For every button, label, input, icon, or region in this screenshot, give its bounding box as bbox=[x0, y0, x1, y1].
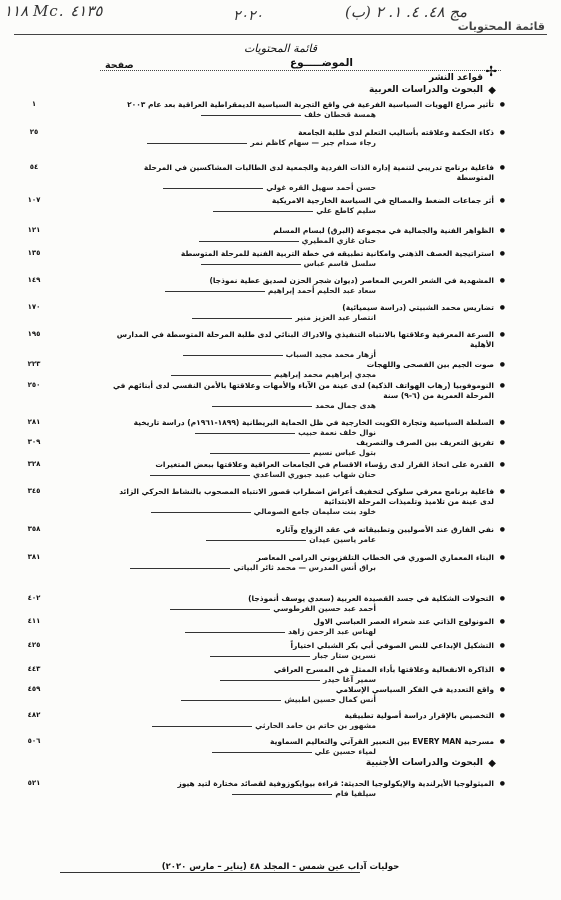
entry-author: بتول عباس نسيم bbox=[110, 448, 496, 458]
toc-entry bbox=[27, 360, 496, 380]
toc-entry bbox=[27, 737, 496, 757]
header-rule bbox=[14, 34, 547, 35]
toc-entry bbox=[27, 196, 496, 216]
entry-title: ● فاعلية برنامج تدريبي لتنمية إدارة الذات الفردية والجمعية لدى الطالبات المشاكسين في المرحلة المتوسطة bbox=[110, 163, 496, 183]
entry-title: ● نفي الفارق عند الأصوليين وتطبيقاته في عقد الزواج وآثاره bbox=[110, 525, 496, 535]
entry-page-number: ٤٢٥ bbox=[27, 641, 41, 649]
entry-author: حسن أحمد سهيل القره غولي bbox=[110, 183, 496, 193]
column-topic-header: الموضـــــوع bbox=[290, 57, 354, 69]
entry-author: سمير آغا حيدر bbox=[110, 675, 496, 685]
entry-page-number: ٥٢١ bbox=[27, 779, 41, 787]
entry-author: هدى جمال محمد bbox=[110, 401, 496, 411]
toc-entry bbox=[31, 100, 496, 120]
entry-author: مجدي إبراهيم محمد إبراهيم bbox=[110, 370, 496, 380]
entry-author: خلود بنت سليمان جامع الصومالي bbox=[110, 507, 496, 517]
entry-page-number: ٤٨٢ bbox=[27, 711, 41, 719]
entry-title: ● المشهدية في الشعر العربي المعاصر (ديوان شجر الحزن لصديق عطية نموذجا) bbox=[110, 276, 496, 286]
handwritten-note-left: ١١٨ Mc. ٤١٣٥ bbox=[4, 2, 103, 20]
entry-title: ● الميثولوجيا الأيرلندية والإيكولوجيا الحديثة: قراءة بيوايكوزوفية لقصائد مختارة لتيد هيوز bbox=[110, 779, 496, 789]
toc-entry bbox=[29, 163, 496, 193]
toc-entry bbox=[27, 418, 496, 438]
entry-author: لهناس عبد الرحمن زاهد bbox=[110, 627, 496, 637]
handwritten-note-mid: ٢٠٢٠ bbox=[233, 8, 264, 24]
column-page-header: صفحة bbox=[105, 60, 134, 71]
footer-rule bbox=[60, 872, 360, 873]
entry-author: أزهار محمد مجيد السباب bbox=[110, 350, 496, 360]
entry-author: مشهور بن حاتم بن حامد الحارثي bbox=[110, 721, 496, 731]
entry-title: ● صوت الجيم بين الفصحى واللهجات bbox=[110, 360, 496, 370]
entry-author: نسرين ستار جبار bbox=[110, 651, 496, 661]
toc-entry bbox=[27, 226, 496, 246]
entry-author: سلسل قاسم عباس bbox=[110, 259, 496, 269]
entry-author: حنان غازي المطيري bbox=[110, 236, 496, 246]
entry-title: ● واقع التعددية في الفكر السياسي الإسلامي bbox=[110, 685, 496, 695]
entry-title: ● الذاكرة الانفعالية وعلاقتها بأداء الممثل في المسرح العراقي bbox=[110, 665, 496, 675]
entry-title: ● النوموفوبيا (رهاب الهواتف الذكية) لدى عينة من الآباء والأمهات وعلاقتها بالأمن النفسي لدى أبنائهم في المرحلة العمرية من (٦-٩) سنة bbox=[110, 381, 496, 401]
entry-title: ● أثر جماعات الضغط والمصالح في السياسة الخارجية الامريكية bbox=[110, 196, 496, 206]
entry-page-number: ٥٠٦ bbox=[27, 737, 41, 745]
entry-page-number: ٢٥٠ bbox=[27, 381, 41, 389]
entry-title: ● التشكيل الإبداعي للنص الصوفي أبي بكر الشبلي اختياراً bbox=[110, 641, 496, 651]
entry-page-number: ١ bbox=[31, 100, 37, 108]
entry-author: لمياء حسين علي bbox=[110, 747, 496, 757]
toc-title: قائمة المحتويات bbox=[243, 42, 318, 55]
entry-title: ● السلطة السياسية وتجارة الكويت الخارجية في ظل الحماية البريطانية (١٨٩٩-١٩٦١م) دراسة تاريخية bbox=[110, 418, 496, 428]
header-title: قائمة المحتويات bbox=[457, 20, 545, 33]
entry-title: ● التحولات الشكلية في جسد القصيدة العربية (سعدي يوسف أنموذجا) bbox=[110, 594, 496, 604]
toc-entry bbox=[27, 685, 496, 705]
entry-title: ● الظواهر الفنية والجمالية في مجموعة (البرق) لبسام المسلم bbox=[110, 226, 496, 236]
entry-title: ● المونولوج الذاتي عند شعراء العصر العباسي الاول bbox=[110, 617, 496, 627]
toc-entry bbox=[27, 460, 496, 480]
section-arabic-studies: ◆ البحوث والدراسات العربية bbox=[369, 85, 483, 95]
entry-title: ● فاعلية برنامج معرفي سلوكي لتخفيف أعراض اضطراب قصور الانتباه المصحوب بالنشاط الحركي الزائد لدى عينة من تلاميذ وتلميذات المرحلة الابتدائية bbox=[110, 487, 496, 507]
toc-entry bbox=[27, 665, 496, 685]
entry-page-number: ١٣٥ bbox=[27, 249, 41, 257]
entry-title: ● القدرة على اتخاذ القرار لدى رؤساء الاقسام في الجامعات العراقية وعلاقتها ببعض المتغيرات bbox=[110, 460, 496, 470]
entry-title: ● تفريق التعريف بين الصرف والتصريف bbox=[110, 438, 496, 448]
entry-author: سيلفيا فام bbox=[110, 789, 496, 799]
entry-author: أنس كمال حسين اطبيش bbox=[110, 695, 496, 705]
entry-title: ● ذكاء الحكمة وعلاقته بأساليب التعلم لدى طلبة الجامعة bbox=[110, 128, 496, 138]
entry-page-number: ٣٠٩ bbox=[27, 438, 41, 446]
entry-page-number: ١٤٩ bbox=[27, 276, 41, 284]
entry-page-number: ٤٥٩ bbox=[27, 685, 41, 693]
entry-title: ● البناء المعماري الصوري في الخطاب التلفزيوني الدرامي المعاصر bbox=[110, 553, 496, 563]
entry-title: ● استراتيجية العصف الذهني وامكانية تطبيقه في خطة التربية الفنية للمرحلة المتوسطة bbox=[110, 249, 496, 259]
toc-entry bbox=[27, 381, 496, 411]
entry-page-number: ٣٤٥ bbox=[27, 487, 41, 495]
entry-author: رجاء صدام جبر — سهام كاظم نمر bbox=[110, 138, 496, 148]
entry-page-number: ١٢١ bbox=[27, 226, 41, 234]
entry-page-number: ١٩٥ bbox=[27, 330, 41, 338]
entry-author: حنان شهاب عبيد جبوري الساعدي bbox=[110, 470, 496, 480]
toc-entry bbox=[27, 487, 496, 517]
entry-page-number: ٢٥ bbox=[29, 128, 39, 136]
toc-entry bbox=[27, 779, 496, 799]
toc-entry bbox=[27, 276, 496, 296]
toc-entry bbox=[27, 525, 496, 545]
entry-author: نوال خلف نعمة حبيب bbox=[110, 428, 496, 438]
section-publishing-rules: قواعد النشر bbox=[429, 73, 483, 83]
handwritten-note-right: مج ٤٨. ٤. ١. ٢ (ب) bbox=[345, 3, 468, 21]
entry-page-number: ٤٠٢ bbox=[27, 594, 41, 602]
toc-entry bbox=[27, 594, 496, 614]
footer-citation: حوليات آداب عين شمس - المجلد ٤٨ (يناير – مارس ٢٠٢٠) bbox=[161, 862, 400, 872]
toc-entry bbox=[27, 303, 496, 323]
entry-title: ● مسرحية EVERY MAN بين التعبير القرآني والتعاليم السماوية bbox=[110, 737, 496, 747]
entry-page-number: ٤٤٣ bbox=[27, 665, 41, 673]
entry-author: أحمد عبد حسين الفرطوسي bbox=[110, 604, 496, 614]
toc-entry bbox=[27, 711, 496, 731]
toc-entry bbox=[27, 641, 496, 661]
entry-page-number: ٣٨١ bbox=[27, 553, 41, 561]
entry-page-number: ٥٤ bbox=[29, 163, 39, 171]
entry-page-number: ١٧٠ bbox=[27, 303, 41, 311]
toc-entry bbox=[27, 553, 496, 573]
entry-page-number: ٤١١ bbox=[27, 617, 41, 625]
toc-entry bbox=[27, 249, 496, 269]
entry-title: ● تضاريس محمد الشبيتي (دراسة سيميائية) bbox=[110, 303, 496, 313]
toc-entry bbox=[29, 128, 496, 148]
section-foreign-studies: ◆ البحوث والدراسات الأجنبية bbox=[366, 758, 483, 768]
toc-entry bbox=[27, 330, 496, 360]
entry-page-number: ٣٢٨ bbox=[27, 460, 41, 468]
entry-author: عامر ياسين عيدان bbox=[110, 535, 496, 545]
entry-page-number: ١٠٧ bbox=[27, 196, 41, 204]
entry-title: ● السرعة المعرفية وعلاقتها بالانتباه التنفيذي والادراك البنائي لدى طلبة المرحلة المتوسطة في المدارس الأهلية bbox=[110, 330, 496, 350]
entry-page-number: ٢٢٣ bbox=[27, 360, 41, 368]
toc-entry bbox=[27, 438, 496, 458]
entry-author: براق أنس المدرس — محمد ثائر البياتي bbox=[110, 563, 496, 573]
entry-author: همسة قحطان خلف bbox=[110, 110, 496, 120]
column-rule bbox=[100, 70, 501, 71]
entry-author: سعاد عبد الحليم أحمد إبراهيم bbox=[110, 286, 496, 296]
entry-title: ● التخصيص بالإقرار دراسة أصولية تطبيقية bbox=[110, 711, 496, 721]
toc-entry bbox=[27, 617, 496, 637]
entry-author: انتصار عبد العزيز منير bbox=[110, 313, 496, 323]
cross-mark-icon: ✢ bbox=[485, 64, 497, 80]
entry-title: ● تأثير صراع الهويات السياسية الفرعية في واقع التجربة السياسية الديمقراطية العراقية بعد عام ٢٠٠٣ bbox=[110, 100, 496, 110]
entry-page-number: ٣٥٨ bbox=[27, 525, 41, 533]
entry-page-number: ٢٨١ bbox=[27, 418, 41, 426]
entry-author: سليم كاطع علي bbox=[110, 206, 496, 216]
